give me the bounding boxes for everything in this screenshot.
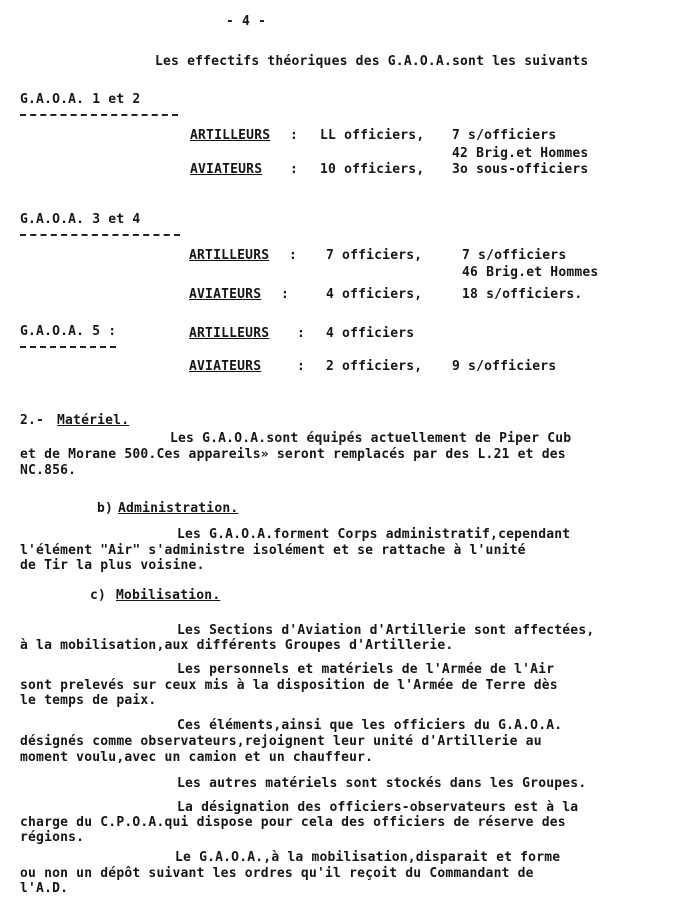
row-sub-officers: 18 s/officiers. [462,287,583,302]
row-officers: 7 officiers, [326,248,423,263]
group-heading: G.A.O.A. 1 et 2 [20,92,141,107]
section-prefix: c) [90,588,107,603]
row-separator: : [297,326,306,341]
heading-underline [20,234,180,236]
paragraph-line: le temps de paix. [20,693,157,708]
section-heading: Mobilisation. [116,588,221,603]
paragraph-line: Les Sections d'Aviation d'Artillerie sont affectées, [177,623,595,638]
row-label: ARTILLEURS [189,248,270,263]
paragraph-line: de Tir la plus voisine. [20,558,205,573]
paragraph-line: sont prelevés sur ceux mis à la disposition de l'Armée de Terre dès [20,678,558,693]
group-heading: G.A.O.A. 5 : [20,324,117,339]
section-prefix: b) [97,501,114,516]
paragraph-line: Les G.A.O.A.forment Corps administratif,cependant [177,527,571,542]
paragraph-line: et de Morane 500.Ces appareils» seront remplacés par des L.21 et des [20,447,566,462]
row-label: ARTILLEURS [190,128,271,143]
section-heading: Matériel. [57,413,130,428]
paragraph-line: NC.856. [20,463,77,478]
row-officers: 10 officiers, [320,162,425,177]
row-sub-officers: 7 s/officiers [452,128,557,143]
paragraph-line: l'A.D. [20,881,69,896]
paragraph-line: charge du C.P.O.A.qui dispose pour cela des officiers de réserve des [20,815,566,830]
page-number: - 4 - [226,14,267,29]
heading-underline [20,114,178,116]
heading-underline [20,346,116,348]
row-label: AVIATEURS [189,287,262,302]
row-sub-officers: 3o sous-officiers [452,162,589,177]
paragraph-line: moment voulu,avec un camion et un chauffeur. [20,750,374,765]
section-heading: Administration. [118,501,239,516]
paragraph-line: ou non un dépôt suivant les ordres qu'il reçoit du Commandant de [20,866,534,881]
section-prefix: 2.- [20,413,45,428]
row-separator: : [289,248,298,263]
paragraph-line: Ces éléments,ainsi que les officiers du G.A.O.A. [177,718,563,733]
row-officers: LL officiers, [320,128,425,143]
paragraph-line: Le G.A.O.A.,à la mobilisation,disparait et forme [175,850,561,865]
row-label: ARTILLEURS [189,326,270,341]
row-extra: 46 Brig.et Hommes [462,265,599,280]
paragraph-line: La désignation des officiers-observateurs est à la [177,800,579,815]
row-extra: 42 Brig.et Hommes [452,146,589,161]
row-officers: 4 officiers [326,326,415,341]
row-separator: : [290,162,299,177]
row-officers: 2 officiers, [326,359,423,374]
row-separator: : [290,128,299,143]
paragraph-line: l'élément "Air" s'administre isolément et se rattache à l'unité [20,543,526,558]
row-officers: 4 officiers, [326,287,423,302]
row-sub-officers: 9 s/officiers [452,359,557,374]
row-sub-officers: 7 s/officiers [462,248,567,263]
paragraph-line: Les autres matériels sont stockés dans les Groupes. [177,776,587,791]
group-heading: G.A.O.A. 3 et 4 [20,212,141,227]
paragraph-line: à la mobilisation,aux différents Groupes d'Artillerie. [20,638,454,653]
intro-line: Les effectifs théoriques des G.A.O.A.sont les suivants [155,54,589,69]
paragraph-line: désignés comme observateurs,rejoignent leur unité d'Artillerie au [20,734,542,749]
paragraph-line: Les G.A.O.A.sont équipés actuellement de Piper Cub [170,431,572,446]
paragraph-line: Les personnels et matériels de l'Armée de l'Air [177,662,555,677]
row-separator: : [281,287,290,302]
row-label: AVIATEURS [189,359,262,374]
row-label: AVIATEURS [190,162,263,177]
row-separator: : [297,359,306,374]
paragraph-line: régions. [20,830,85,845]
